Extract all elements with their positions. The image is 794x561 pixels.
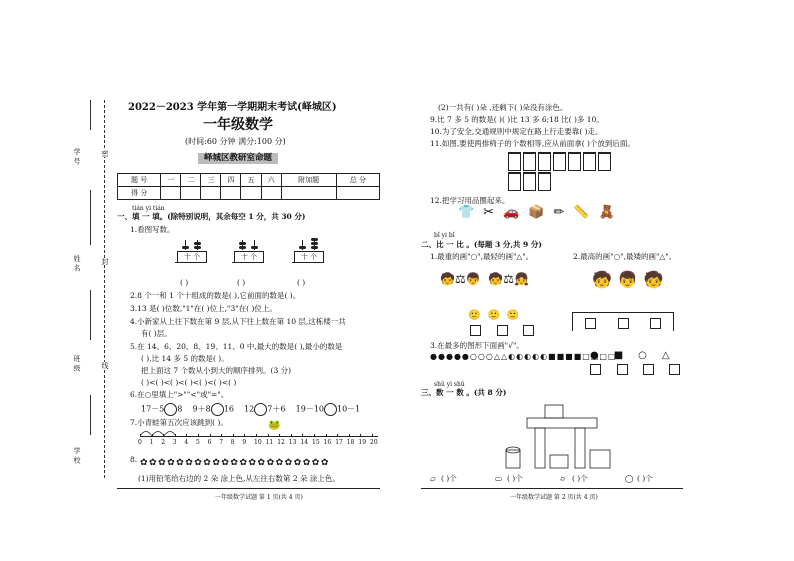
number-line-label: 11 [265, 439, 274, 446]
table-cell: 一 [161, 174, 181, 187]
question-8: 8. [130, 455, 138, 464]
side-label-student-id: 学 号 [73, 148, 81, 165]
answer-box[interactable] [618, 318, 629, 329]
table-cell: 五 [241, 174, 261, 187]
subject-title: 一年级数学 [203, 117, 273, 133]
number-line-label: 3 [172, 439, 177, 446]
number-line-tick [360, 434, 361, 437]
table-cell: 总 分 [336, 174, 379, 187]
question-5-sort: 把上面这 7 个数从小到大的顺序排列。(3 分) [141, 366, 292, 375]
number-line-label: 0 [138, 439, 142, 446]
count-answer[interactable]: ( )个 [637, 474, 653, 483]
question-1: 1.看图写数。 [130, 225, 175, 234]
exam-time: (时间:60 分钟 满分:100 分) [185, 137, 286, 146]
number-line-tick [186, 434, 187, 437]
abacus-2 [232, 240, 264, 263]
section-3-heading: 三、数 一 数 。(共 8 分) [421, 388, 507, 397]
seesaw-kids-image: 🧒⚖👦 🧒⚖👧 [440, 272, 529, 286]
count-answer[interactable]: ( )个 [441, 474, 457, 483]
count-cylinder-icon: ⌭ [560, 474, 566, 483]
seal-char-feng: 封 [101, 258, 109, 265]
count-answer[interactable]: ( )个 [507, 474, 523, 483]
number-line-tick [198, 434, 199, 437]
number-line-label: 16 [323, 439, 332, 446]
number-line-label: 13 [288, 439, 297, 446]
side-label-class: 班 级 [73, 355, 81, 372]
number-line-label: 7 [219, 439, 224, 446]
abacus-1 [175, 240, 207, 263]
question-5-cont: ( ),比 14 多 5 的数是( )。 [141, 354, 229, 363]
shape-icons: ●■○△ [590, 350, 685, 361]
answer-box[interactable] [650, 318, 661, 329]
abacus-label: 十 个 [177, 251, 207, 263]
count-ball-icon: ◯ [625, 474, 634, 483]
question-2: 2.8 个一和 1 个十组成的数是( ),它前面的数是( )。 [130, 291, 301, 300]
answer-box[interactable] [643, 364, 654, 375]
count-answer[interactable]: ( )个 [572, 474, 588, 483]
number-line-label: 17 [335, 439, 343, 446]
exam-author: 峄城区教研室命题 [198, 153, 278, 164]
seal-char-xian: 线 [101, 362, 109, 369]
answer-box[interactable] [497, 325, 508, 336]
number-line-tick [337, 434, 338, 437]
count-cube-icon: ▱ [430, 474, 436, 483]
score-cell[interactable] [281, 187, 336, 200]
number-line-tick [152, 434, 153, 437]
side-fill-line [90, 395, 92, 435]
side-fill-line [90, 100, 92, 130]
compare-circle[interactable] [254, 403, 267, 416]
score-cell[interactable] [241, 187, 261, 200]
score-cell[interactable] [181, 187, 201, 200]
answer-box[interactable] [585, 318, 596, 329]
number-line-tick [326, 434, 327, 437]
question-2-1: 1.最重的画"○",最轻的画"△"。 [430, 252, 534, 261]
question-8-2: (2)一共有( )朵 ,还剩下( )朵没有涂色。 [438, 103, 568, 112]
answer-box[interactable] [523, 325, 534, 336]
question-3: 3.13 是( )位数,"1"在( )位上,"3"在( )位上。 [130, 304, 277, 313]
number-line-tick [163, 434, 164, 437]
number-line-tick [210, 434, 211, 437]
compare-circle[interactable] [211, 403, 224, 416]
tall-kids-image: 🧒👦🧒 [592, 270, 670, 289]
answer-box[interactable] [669, 364, 680, 375]
shapes-row: ●●●●●○○○△△◐◐◐◐◐■■■■□□□□ [430, 352, 617, 361]
side-fill-line [90, 190, 92, 245]
number-line-labels [140, 439, 380, 448]
frog-icon: 🐸 [268, 420, 281, 431]
question-9: 9.比 7 多 5 的数是( )( )比 13 多 6;18 比( )多 10。 [430, 115, 604, 124]
chairs-row-back [508, 172, 553, 195]
answer-box[interactable] [590, 364, 601, 375]
answer-box[interactable] [470, 325, 481, 336]
compare-circle[interactable] [164, 403, 177, 416]
answer-box[interactable] [617, 364, 628, 375]
number-line-tick [349, 434, 350, 437]
school-supplies-icons: 👕✂🚗📦✏📏🧸 [458, 205, 624, 220]
score-cell[interactable] [221, 187, 241, 200]
kid-faces: 🙂🙂🙂 [468, 310, 527, 321]
table-cell: 得 分 [118, 187, 161, 200]
number-line-tick [279, 434, 280, 437]
number-line-label: 2 [161, 439, 166, 446]
question-5: 5.在 14、6、20、8、19、11、0 中,最大的数是( ),最小的数是 [130, 342, 343, 351]
number-line-tick [372, 434, 373, 437]
question-4: 4.小新家从上往下数在第 9 层,从下往上数在第 10 层,这栋楼一共 [130, 317, 346, 326]
section-2-heading: 二、比 一 比 。(每题 3 分,共 9 分) [421, 240, 542, 249]
section-1-heading: 一、填 一 填。(除特别说明，其余每空 1 分，共 30 分) [117, 212, 306, 221]
number-line-tick [221, 434, 222, 437]
left-footer: 一年级数学试题 第 1 页(共 4 页) [215, 494, 303, 501]
number-line-label: 8 [230, 439, 235, 446]
number-line-tick [140, 434, 141, 437]
seal-char-mi: 密 [101, 150, 109, 157]
score-cell[interactable] [261, 187, 281, 200]
number-line-tick [244, 434, 245, 437]
number-line [140, 436, 378, 437]
table-cell: 四 [221, 174, 241, 187]
side-fill-line [90, 290, 92, 340]
abacus-label: 十 个 [234, 251, 264, 263]
question-5-blanks[interactable]: ( )<( )<( )<( )<( )<( )<( ) [141, 378, 237, 387]
number-line-label: 19 [358, 439, 367, 446]
footer-rule [421, 488, 683, 489]
pinyin-tian: tián yi tián [132, 205, 165, 212]
table-cell: 题 号 [118, 174, 161, 187]
number-line-label: 18 [346, 439, 355, 446]
question-7: 7.小青蛙第五次应该跳到( )。 [130, 418, 228, 427]
flower-row: ✿✿✿✿✿✿✿✿✿✿✿✿✿✿✿✿✿✿✿✿✿ [140, 458, 330, 468]
block-building-figure [505, 400, 615, 470]
question-10: 10.为了安全,交通规则中规定在路上行走要靠( )走。 [430, 127, 603, 136]
score-cell[interactable] [161, 187, 181, 200]
footer-rule [117, 488, 380, 489]
number-line-tick [268, 434, 269, 437]
number-line-label: 14 [300, 439, 309, 446]
exam-title: 2022－2023 学年第一学期期末考试(峄城区) [128, 102, 337, 113]
number-line-label: 9 [242, 439, 247, 446]
side-label-name: 姓 名 [73, 255, 81, 272]
count-cuboid-icon: ▭ [495, 474, 503, 483]
question-4-cont: 有( )层。 [141, 329, 172, 338]
question-12: 12.把学习用品圈起来。 [430, 196, 510, 205]
abacus-3 [292, 240, 324, 263]
score-table [117, 173, 380, 200]
number-line-tick [314, 434, 315, 437]
number-line-label: 1 [149, 439, 154, 446]
abacus-label: 十 个 [294, 251, 324, 263]
compare-circle[interactable] [324, 403, 337, 416]
right-footer: 一年级数学试题 第 2 页(共 4 页) [510, 494, 598, 501]
number-line-tick [175, 434, 176, 437]
number-line-label: 6 [207, 439, 212, 446]
side-label-school: 学 校 [73, 447, 81, 464]
table-cell: 六 [261, 174, 281, 187]
number-line-tick [291, 434, 292, 437]
question-2-3: 3.在最多的图形下面画"√"。 [430, 341, 524, 350]
number-line-label: 12 [277, 439, 285, 446]
question-8-1: (1)用铅笔给右边的 2 朵 涂上色,从左往右数第 2 朵 涂上色。 [138, 474, 340, 483]
number-line-label: 10 [254, 439, 262, 446]
table-cell: 二 [181, 174, 201, 187]
table-cell: 附加题 [281, 174, 336, 187]
number-line-label: 15 [312, 439, 320, 446]
score-cell[interactable] [201, 187, 221, 200]
pinyin-shu: shǔ yi shǔ [434, 381, 465, 388]
question-6-items: 17－5 8 9＋8 16 12 7＋6 19－10 10－1 [141, 403, 360, 416]
question-6: 6.在○里填上">""<"或"="。 [130, 390, 229, 399]
answer-blank[interactable]: ( ) [237, 278, 246, 287]
question-2-2: 2.最高的画"○",最矮的画"△"。 [573, 252, 677, 261]
number-line-tick [256, 434, 257, 437]
number-line-tick [233, 434, 234, 437]
score-cell[interactable] [336, 187, 379, 200]
answer-blank[interactable]: ( ) [297, 278, 306, 287]
question-11: 11.如图,要使两排椅子的个数相等,应从前面拿( )个放到后面。 [430, 139, 635, 148]
number-line-tick [302, 434, 303, 437]
table-cell: 三 [201, 174, 221, 187]
pinyin-bi: bǐ yi bǐ [434, 232, 455, 239]
number-line-label: 20 [370, 439, 378, 446]
answer-blank[interactable]: ( ) [180, 278, 189, 287]
number-line-label: 5 [196, 439, 200, 446]
number-line-label: 4 [184, 439, 189, 446]
